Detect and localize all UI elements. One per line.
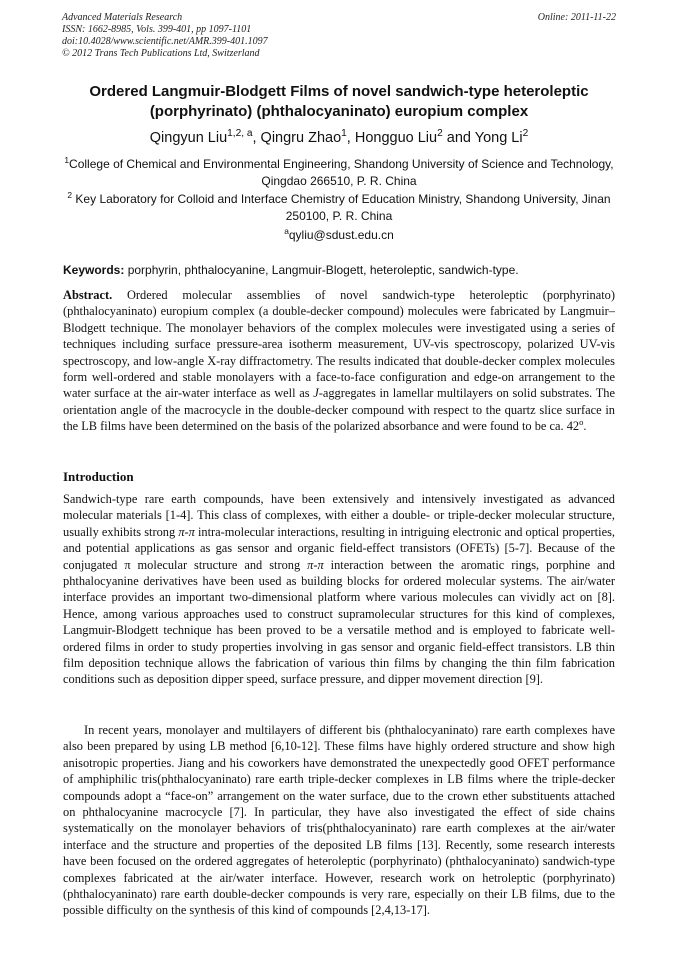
doi-line: doi:10.4028/www.scientific.net/AMR.399-401.1097 (62, 36, 268, 47)
author-affiliation-mark: 1,2, a (227, 128, 253, 140)
intro-p1-text-a: Sandwich-type rare earth compounds, have been extensively and intensively investigated as advanced molecular materials [1-4]. This class of complexes, with either a double- or triple-decker molecular structure, usually exhibits strong (63, 492, 615, 539)
intro-p2-text: In recent years, monolayer and multilayers of different bis (phthalocyaninato) rare earth complexes have also been prepared by using LB method [6,10-12]. These films have highly ordered structure and show high anisotropic properties. Jiang and his coworkers have demonstrated the unexpectedly good OFET performance of amphiphilic tris(phthalocyaninato) rare earth triple-decker complexes in LB films where the triple-decker compounds adopt a “face-on” arrangement on the water surface, due to the crown ether substituents attached on phthalocyanine macrocycle [7]. In particular, they have also investigated the effect of side chains systematically on the monolayer behaviors of tris(phthalocyaninato) rare earth complexes at the air/water interface and the structure and properties of the deposited LB films [13]. Recently, some research interests have been focused on the ordered aggregates of heteroleptic (porphyrinato) (phthalocyaninato) sandwich-type complexes fabricated at the air/water interface. However, research work on hetroleptic (porphyrinato)(phthalocyaninato) rare earth double-decker compounds is very rare, especially on their LB films, due to the possible difficulty on the synthesis of this kind of compounds [2,4,13-17]. (63, 723, 615, 918)
journal-header (62, 12, 268, 60)
paper-title (40, 82, 638, 122)
intro-p1-text-c: interaction between the aromatic rings, porphine and phthalocyanine derivatives have been used as building blocks for ordered molecular systems. The air/water interface provides an important two-dimensional platform where various molecules can vividly act on [8]. Hence, among various approaches used to construct supramolecular structures for this kind of complexes, Langmuir-Blodgett technique has been proved to be a versatile method and is employed to fabricate well-ordered films in order to study properties involving in gas sensor and organic field-effect transistors. LB thin film deposition technique allows the fabrication of various thin films by changing the thin film fabrication conditions such as deposition dipper speed, surface pressure, and dipper movement direction [9]. (63, 557, 615, 687)
abstract-end: . (583, 419, 587, 434)
author-separator: , (252, 130, 261, 146)
keywords-text: porphyrin, phthalocyanine, Langmuir-Blogett, heteroleptic, sandwich-type. (124, 263, 519, 277)
keywords (63, 262, 615, 278)
author-name: Yong Li (474, 130, 523, 146)
pi-pi-italic: π-π (307, 557, 324, 572)
author-separator: , (346, 130, 355, 146)
degree-mark: o (579, 417, 584, 428)
email-address[interactable]: qyliu@sdust.edu.cn (288, 228, 394, 242)
issn-line: ISSN: 1662-8985, Vols. 399-401, pp 1097-1101 (62, 24, 252, 35)
author-affiliation-mark: 2 (437, 128, 443, 140)
abstract-text: Ordered molecular assemblies of novel sandwich-type heteroleptic (porphyrinato) (phthalocyaninato) europium complex (a double-decker compound) molecules were fabricated by Langmuir–Blodgett technique. The monolayer behaviors of the complex molecules were investigated using a series of techniques including surface pressure-area isotherm measurement, UV-vis spectroscopy, polarized UV-vis spectroscopy, and low-angle X-ray diffractometry. The results indicated that double-decker complex molecules form well-ordered and stable monolayers with a face-to-face configuration and edge-on arrangement to the water surface at the air-water interface as well as (63, 288, 615, 401)
author-separator: and (442, 130, 475, 146)
author-affiliation-mark: 1 (341, 128, 347, 140)
intro-paragraph-2 (63, 722, 615, 919)
pi-pi-italic: π-π (178, 524, 195, 539)
affiliation-text: College of Chemical and Environmental Engineering, Shandong University of Science and Technology, Qingdao 266510, P. R. China (69, 157, 614, 188)
introduction-heading: Introduction (63, 469, 134, 484)
corresponding-email (40, 227, 638, 244)
abstract-text-2: -aggregates in lamellar multilayers on solid substrates. The orientation angle of the macrocycle in the double-decker compound with respect to the quartz slice surface in the LB films have been determined on the basis of the polarized absorbance and were found to be ca. 42 (63, 386, 615, 434)
author-list (40, 129, 638, 147)
affiliation-mark: 2 (67, 190, 73, 200)
affiliation-1 (50, 156, 628, 190)
journal-name: Advanced Materials Research (62, 12, 183, 23)
affiliation-text: Key Laboratory for Colloid and Interface Chemistry of Education Ministry, Shandong University, Jinan 250100, P. R. China (72, 192, 611, 223)
abstract-j-italic: J (313, 386, 319, 401)
keywords-label: Keywords: (63, 263, 125, 277)
affiliation-mark: 1 (64, 155, 70, 165)
email-mark: a (284, 226, 289, 236)
intro-paragraph-1 (63, 491, 615, 688)
author-name: Qingyun Liu (149, 130, 228, 146)
affiliation-2 (50, 191, 628, 225)
abstract (63, 287, 615, 435)
copyright-line: © 2012 Trans Tech Publications Ltd, Switzerland (62, 48, 260, 59)
abstract-label: Abstract. (63, 288, 113, 302)
online-date: Online: 2011-11-22 (537, 12, 616, 23)
title-line-2: (porphyrinato) (phthalocyaninato) europium complex (149, 103, 529, 120)
author-affiliation-mark: 2 (522, 128, 529, 140)
intro-p1-text-b: intra-molecular interactions, resulting in intriguing electronic and optical properties, and potential applications as gas sensor and organic field-effect transistors (OFETs) [5-7]. Because of the conjugated π molecular structure and strong (63, 524, 615, 572)
author-name: Qingru Zhao (260, 130, 342, 146)
author-name: Hongguo Liu (354, 130, 438, 146)
title-line-1: Ordered Langmuir-Blodgett Films of novel sandwich-type heteroleptic (89, 83, 589, 100)
